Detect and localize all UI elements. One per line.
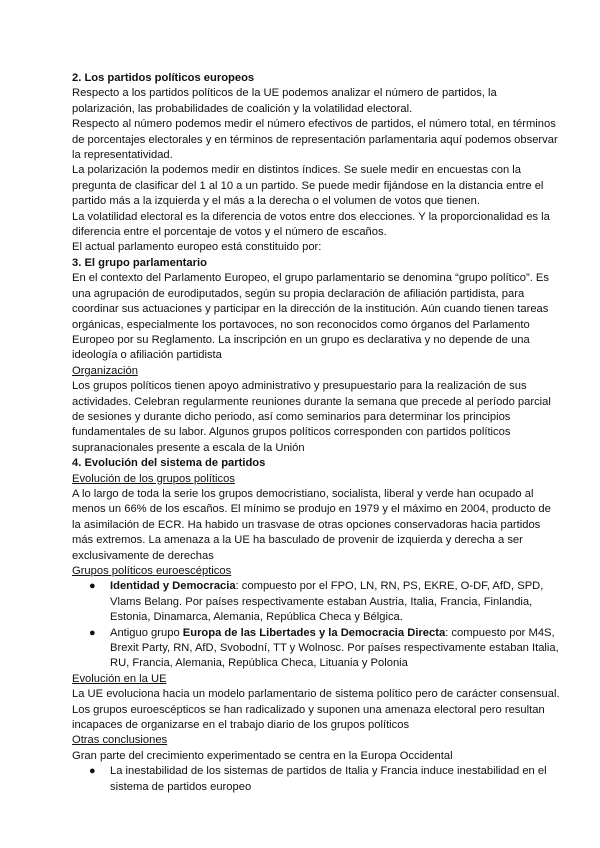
euroskeptic-groups-list xyxy=(72,579,560,671)
subheading-organizacion: Organización xyxy=(72,364,138,377)
bullet-icon: ● xyxy=(89,580,96,593)
section-4-paragraph-4: Gran parte del crecimiento experimentado se centra en la Europa Occidental xyxy=(72,749,453,762)
list-item xyxy=(89,579,560,625)
list-item-text: : compuesto por M4S, Brexit Party, RN, AfD, Svobodní, TT y Wolnosc. Por países respectivamente estaban Italia, RU, Francia, Alemania, República Checa, Lituania y Polonia xyxy=(110,626,559,670)
section-3-heading: 3. El grupo parlamentario xyxy=(72,256,207,269)
section-2-heading: 2. Los partidos políticos europeos xyxy=(72,72,255,84)
list-item-text: La inestabilidad de los sistemas de partidos de Italia y Francia induce inestabilidad en el sistema de partidos europeo xyxy=(110,765,547,793)
section-4-paragraph-2: La UE evoluciona hacia un modelo parlamentario de sistema político pero de carácter consensual. xyxy=(72,688,560,701)
list-item-text: : compuesto por el FPO, LN, RN, PS, EKRE, O-DF, AfD, SPD, Vlams Belang. Por países respectivamente estaban Austria, Italia, Francia, Finlandia, Estonia, Dinamarca, Alemania, República Checa y Bélgica. xyxy=(110,580,544,624)
section-4-paragraph-3: Los grupos euroescépticos se han radicalizado y suponen una amenaza electoral pero resultan incapaces de organizarse en el trabajo diario de los grupos políticos xyxy=(72,703,545,732)
section-4-paragraph-1: A lo largo de toda la serie los grupos democristiano, socialista, liberal y verde han ocupado al menos un 66% de los escaños. El mínimo se produjo en 1979 y el máximo en 2004, producto de la asimilación de ECR. Ha habido un trasvase de otras opciones conservadoras hacia partidos más extremos. La amenaza a la UE ha basculado de provenir de izquierda y derecha a ser exclusivamente de derechas xyxy=(72,487,551,562)
list-item xyxy=(89,626,560,672)
section-2-paragraph-4: La volatilidad electoral es la diferencia de votos entre dos elecciones. Y la proporcionalidad es la diferencia entre el porcentaje de votos y el número de escaños. xyxy=(72,210,550,239)
subheading-otras-conclusiones: Otras conclusiones xyxy=(72,734,168,747)
list-item-bold: Identidad y Democracia xyxy=(110,580,236,593)
section-3-paragraph-2: Los grupos políticos tienen apoyo administrativo y presupuestario para la realización de sus actividades. Celebran regularmente reuniones durante la semana que precede al período parcial de sesiones y durante dicho periodo, así como seminarios para determinar los principios fundamentales de su labor. Algunos grupos políticos corresponden con partidos políticos supranacionales presente a escala de la Unión xyxy=(72,380,551,454)
bullet-icon: ● xyxy=(89,626,96,639)
list-item-bold: Europa de las Libertades y la Democracia Directa xyxy=(182,626,446,639)
section-2-paragraph-2: Respecto al número podemos medir el número efectivos de partidos, el número total, en términos de porcentajes electorales y en términos de representación parlamentaria aquí podemos observar la representatividad. xyxy=(72,118,558,162)
list-item xyxy=(89,764,560,795)
list-item-text: Antiguo grupo xyxy=(110,626,183,639)
subheading-grupos-euroescepticos: Grupos políticos euroescépticos xyxy=(72,565,232,577)
section-2-paragraph-5: El actual parlamento europeo está constituido por: xyxy=(72,241,322,254)
section-2-paragraph-3: La polarización la podemos medir en distintos índices. Se suele medir en encuestas con la pregunta de clasificar del 1 al 10 a un partido. Se puede medir fijándose en la distancia entre el partido más a la izquierda y el más a la derecha o el volumen de votos que tienen. xyxy=(72,164,544,208)
bullet-icon: ● xyxy=(89,765,96,778)
section-4-heading: 4. Evolución del sistema de partidos xyxy=(72,457,266,470)
section-3-paragraph-1: En el contexto del Parlamento Europeo, el grupo parlamentario se denomina “grupo político”. Es una agrupación de eurodiputados, según su propia declaración de afiliación partidista, para coordinar sus actuaciones y participar en la dirección de la institución. Aún cuando tienen tareas orgánicas, especialmente los portavoces, no son reconocidos como órganos del Parlamento Europeo por su Reglamento. La inscripción en un grupo es declarativa y no depende de una ideología o afiliación partidista xyxy=(72,272,549,362)
section-2-paragraph-1: Respecto a los partidos políticos de la UE podemos analizar el número de partidos, la polarización, las probabilidades de coalición y la volatilidad electoral. xyxy=(72,87,497,115)
subheading-evolucion-ue: Evolución en la UE xyxy=(72,672,167,685)
conclusions-list xyxy=(72,764,560,795)
subheading-evolucion-grupos: Evolución de los grupos políticos xyxy=(72,472,235,485)
